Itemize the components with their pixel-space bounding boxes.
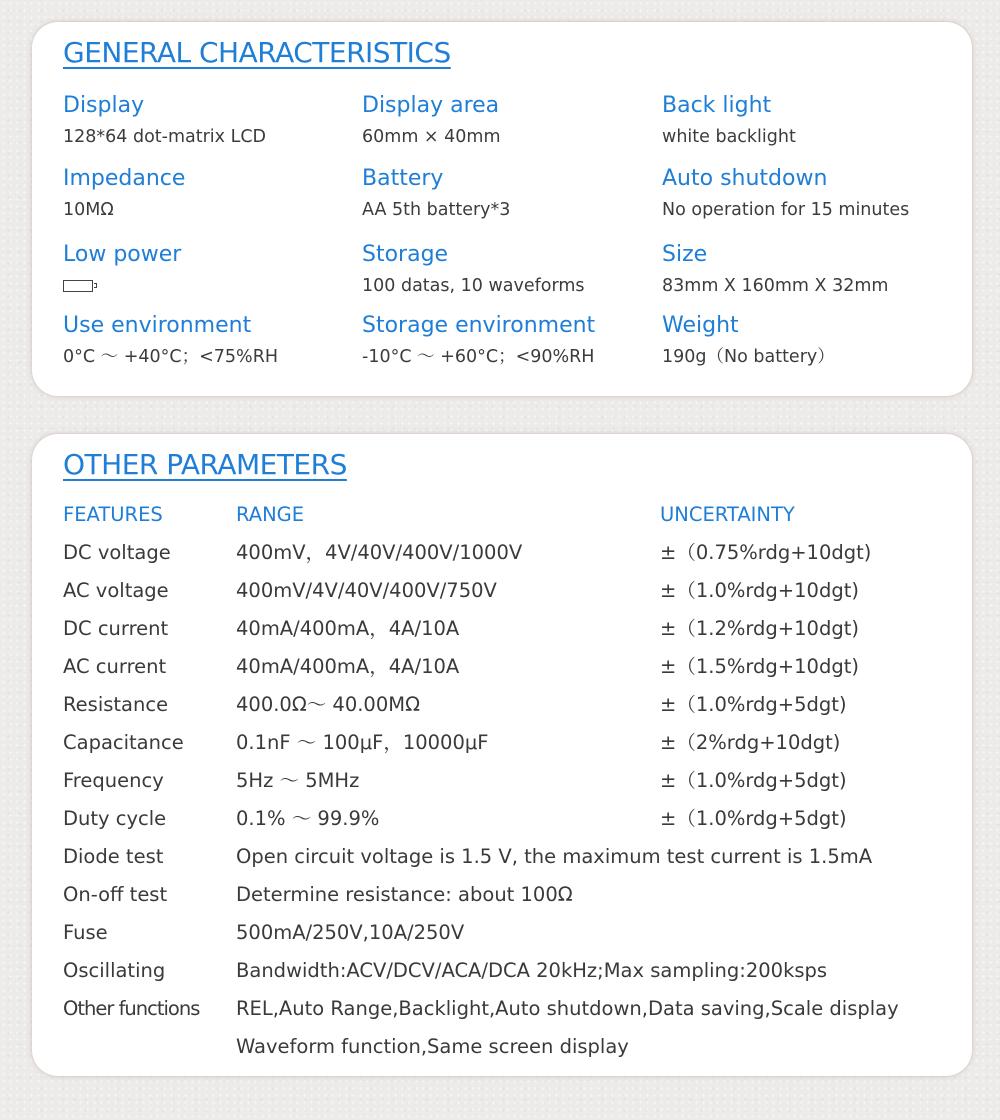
row-uncertainty: ±（2%rdg+10dgt)	[660, 731, 841, 754]
spec-auto-shutdown	[662, 165, 909, 223]
row-range: 0.1nF ～ 100μF，10000μF	[236, 731, 489, 754]
spec-label: Impedance	[63, 166, 186, 191]
header-uncertainty: UNCERTAINTY	[660, 503, 795, 526]
table-row	[63, 610, 943, 648]
row-range: 5Hz ～ 5MHz	[236, 769, 360, 792]
row-range: Open circuit voltage is 1.5 V, the maximum test current is 1.5mA	[236, 845, 873, 868]
row-uncertainty: ±（1.5%rdg+10dgt)	[660, 655, 859, 678]
spec-label: Weight	[662, 313, 739, 338]
table-row	[63, 724, 943, 762]
row-feature: Oscillating	[63, 959, 166, 982]
spec-back-light	[662, 92, 796, 150]
spec-label: Display	[63, 93, 145, 118]
row-uncertainty: ±（1.0%rdg+5dgt)	[660, 769, 847, 792]
spec-value: 10MΩ	[63, 200, 114, 220]
row-range: Waveform function,Same screen display	[236, 1035, 629, 1058]
spec-label: Auto shutdown	[662, 166, 828, 191]
table-row	[63, 838, 943, 876]
spec-weight	[662, 312, 835, 370]
spec-label: Storage environment	[362, 313, 596, 338]
table-header	[63, 496, 943, 534]
row-range: 0.1% ～ 99.9%	[236, 807, 380, 830]
row-feature: Fuse	[63, 921, 108, 944]
general-characteristics-title: GENERAL CHARACTERISTICS	[63, 36, 451, 69]
row-range: 400.0Ω～ 40.00MΩ	[236, 693, 420, 716]
general-characteristics-card	[32, 22, 972, 396]
spec-size	[662, 241, 888, 299]
row-feature: Capacitance	[63, 731, 184, 754]
row-uncertainty: ±（1.2%rdg+10dgt)	[660, 617, 859, 640]
spec-impedance	[63, 165, 185, 223]
other-parameters-card	[32, 434, 972, 1076]
other-parameters-title: OTHER PARAMETERS	[63, 448, 347, 481]
row-range: Determine resistance: about 100Ω	[236, 883, 573, 906]
row-feature: Duty cycle	[63, 807, 167, 830]
spec-value: 0°C ～ +40°C；<75%RH	[63, 347, 279, 367]
parameters-table	[63, 496, 943, 1066]
spec-use-environment	[63, 312, 278, 370]
row-feature: AC voltage	[63, 579, 169, 602]
row-feature: DC current	[63, 617, 169, 640]
table-row	[63, 914, 943, 952]
row-uncertainty: ±（0.75%rdg+10dgt)	[660, 541, 872, 564]
row-feature: Diode test	[63, 845, 164, 868]
spec-value	[63, 273, 181, 300]
row-feature: On-off test	[63, 883, 168, 906]
spec-label: Storage	[362, 242, 449, 267]
spec-display-area	[362, 92, 501, 150]
table-row	[63, 990, 943, 1028]
spec-value: 100 datas, 10 waveforms	[362, 276, 585, 296]
spec-value: white backlight	[662, 127, 796, 147]
header-features: FEATURES	[63, 503, 163, 526]
table-row	[63, 952, 943, 990]
spec-label: Size	[662, 242, 708, 267]
row-feature: Frequency	[63, 769, 164, 792]
spec-value: 60mm × 40mm	[362, 127, 501, 147]
spec-value: 190g（No battery）	[662, 347, 835, 367]
row-range: 40mA/400mA，4A/10A	[236, 655, 460, 678]
row-uncertainty: ±（1.0%rdg+5dgt)	[660, 807, 847, 830]
spec-storage-environment	[362, 312, 595, 370]
row-range: 40mA/400mA，4A/10A	[236, 617, 460, 640]
table-row	[63, 572, 943, 610]
header-range: RANGE	[236, 503, 305, 526]
table-row	[63, 534, 943, 572]
row-range: REL,Auto Range,Backlight,Auto shutdown,Data saving,Scale display	[236, 997, 899, 1020]
spec-label: Use environment	[63, 313, 252, 338]
row-feature: Resistance	[63, 693, 169, 716]
row-feature: Other functions	[63, 997, 200, 1020]
row-uncertainty: ±（1.0%rdg+10dgt)	[660, 579, 859, 602]
spec-storage	[362, 241, 585, 299]
battery-low-icon	[63, 280, 93, 292]
table-row	[63, 686, 943, 724]
row-feature: AC current	[63, 655, 167, 678]
row-feature: DC voltage	[63, 541, 171, 564]
table-row	[63, 800, 943, 838]
table-row	[63, 762, 943, 800]
row-range: 500mA/250V,10A/250V	[236, 921, 465, 944]
row-range: 400mV/4V/40V/400V/750V	[236, 579, 497, 602]
spec-display	[63, 92, 266, 150]
spec-value: 128*64 dot-matrix LCD	[63, 127, 267, 147]
spec-label: Battery	[362, 166, 444, 191]
row-range: Bandwidth:ACV/DCV/ACA/DCA 20kHz;Max sampling:200ksps	[236, 959, 828, 982]
spec-low-power	[63, 241, 181, 300]
spec-label: Back light	[662, 93, 772, 118]
table-row	[63, 1028, 943, 1066]
row-range: 400mV，4V/40V/400V/1000V	[236, 541, 523, 564]
spec-value: AA 5th battery*3	[362, 200, 511, 220]
spec-value: -10°C ～ +60°C；<90%RH	[362, 347, 595, 367]
table-row	[63, 876, 943, 914]
row-uncertainty: ±（1.0%rdg+5dgt)	[660, 693, 847, 716]
spec-value: 83mm X 160mm X 32mm	[662, 276, 889, 296]
spec-value: No operation for 15 minutes	[662, 200, 910, 220]
spec-label: Display area	[362, 93, 500, 118]
table-row	[63, 648, 943, 686]
spec-label: Low power	[63, 242, 182, 267]
spec-battery	[362, 165, 510, 223]
